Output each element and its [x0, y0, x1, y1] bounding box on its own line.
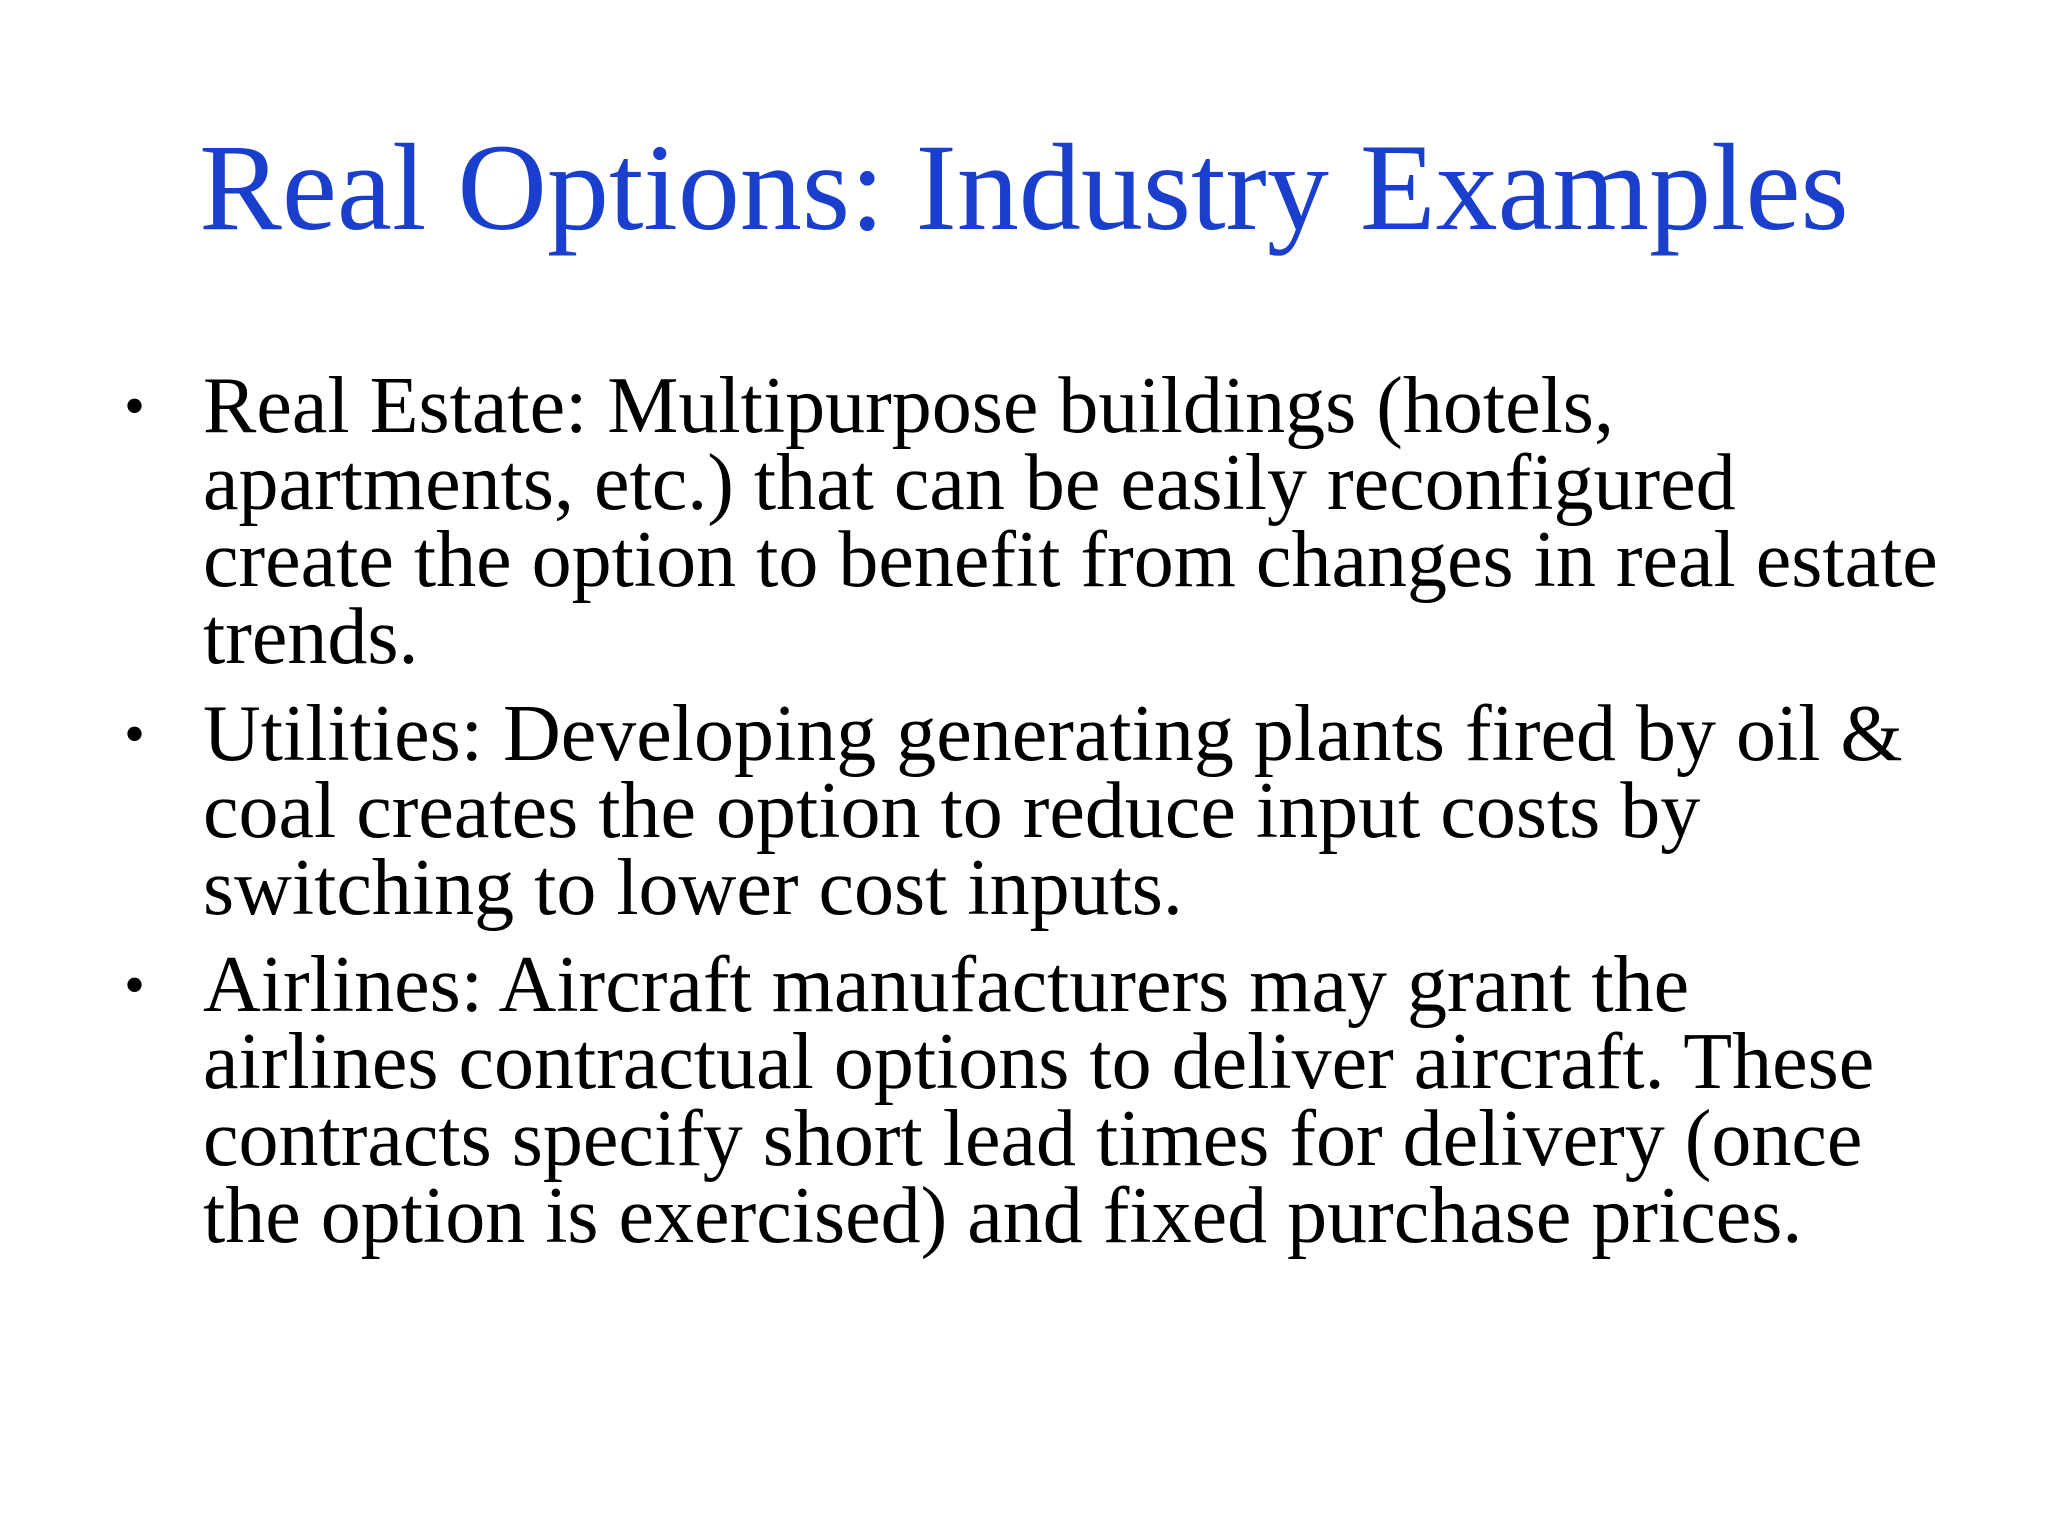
- bullet-icon: •: [124, 952, 146, 1018]
- bullet-icon: •: [124, 701, 146, 767]
- bullet-text-line: create the option to benefit from changes in real estate: [203, 516, 1938, 604]
- bullet-text-line: the option is exercised) and fixed purchase prices.: [203, 1172, 1803, 1260]
- bullet-text-line: trends.: [203, 593, 419, 681]
- bullet-text-line: contracts specify short lead times for delivery (once: [203, 1095, 1863, 1183]
- bullet-icon: •: [124, 373, 146, 439]
- bullet-text-line: Real Estate: Multipurpose buildings (hotels,: [203, 362, 1614, 450]
- bullet-text-line: airlines contractual options to deliver aircraft. These: [203, 1018, 1875, 1106]
- bullet-item-real-estate: [120, 362, 2000, 681]
- bullet-item-utilities: [120, 690, 2000, 932]
- bullet-text-line: coal creates the option to reduce input costs by: [203, 767, 1701, 855]
- bullet-text-line: Utilities: Developing generating plants fired by oil &: [203, 690, 1903, 778]
- bullet-text-line: switching to lower cost inputs.: [203, 844, 1183, 932]
- slide-title: Real Options: Industry Examples: [199, 119, 1849, 256]
- bullet-text-line: apartments, etc.) that can be easily reconfigured: [203, 439, 1736, 527]
- bullet-list: [120, 362, 2000, 1275]
- bullet-text-line: Airlines: Aircraft manufacturers may grant the: [203, 941, 1690, 1029]
- bullet-item-airlines: [120, 941, 2000, 1260]
